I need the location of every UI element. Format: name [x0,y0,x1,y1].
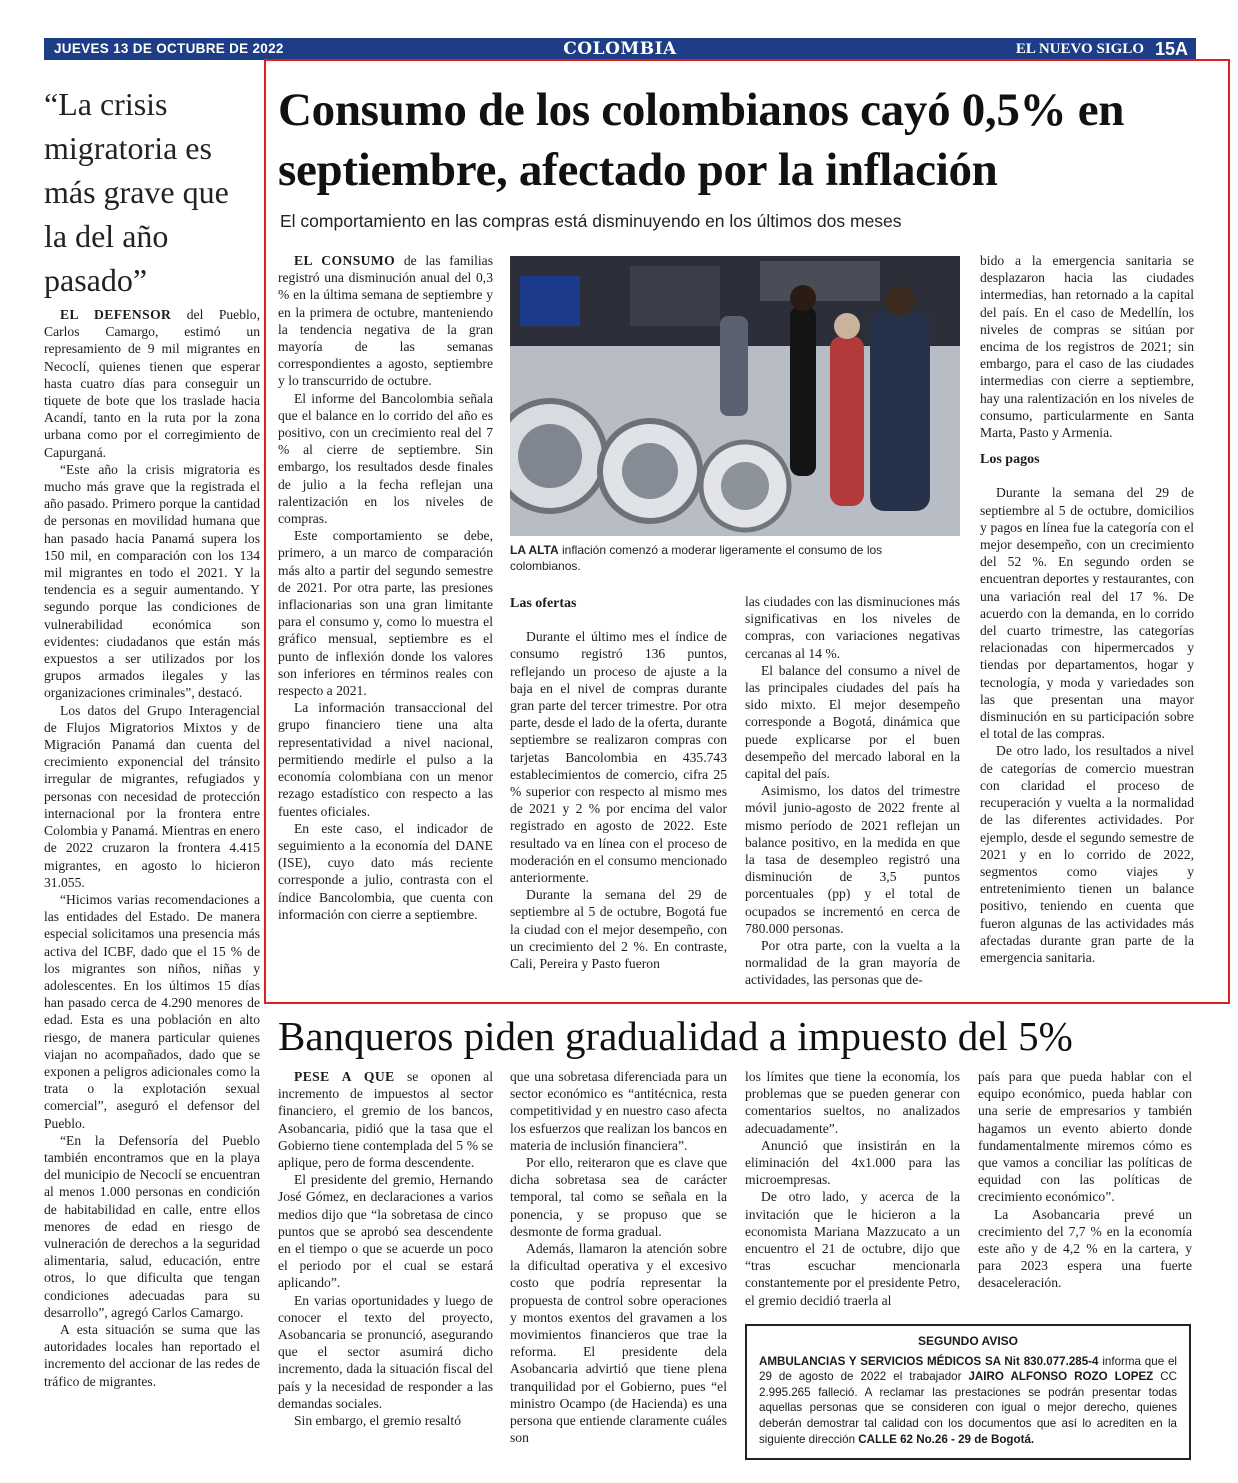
side-story-lead: EL DEFENSOR [60,307,172,322]
second-column-2 [510,1068,727,1446]
notice-body [759,1354,1177,1448]
second-story-lead: PESE A QUE [294,1069,395,1084]
paragraph: Los datos del Grupo Interagencial de Flujos Migratorios Mixtos y de Migración Panamá dan cuenta del crecimiento exponencial del tránsito irregular de migrantes, refugiados y personas con necesidad de protección internacional por la frontera entre Colombia y Panamá. Mientras en enero de 2022 cruzaron la frontera 4.415 migrantes, en agosto lo hicieron 31.055. [44,702,260,890]
paragraph: Además, llamaron la atención sobre la dificultad operativa y el excesivo costo que podría representar la propuesta de control sobre operaciones y montos exentos del gravamen a los movimientos financieros que trae la reforma. El presidente dela Asobancaria advirtió que tiene plena tranquilidad por el Gobierno, pues “el ministro Ocampo (de Hacienda) es una persona que entiende claramente cuáles son [510,1241,727,1446]
paragraph: En este caso, el indicador de seguimiento a la economía del DANE (ISE), cuyo dato más reciente corresponde a julio, contrasta con el índice Bancolombia, que cuenta con información con cierre a septiembre. [278,820,493,922]
paragraph: los límites que tiene la economía, los problemas que se pueden generar con comentarios sueltos, no analizados adecuadamente”. [745,1069,960,1136]
section-name: COLOMBIA [563,39,677,59]
subheading-pagos: Los pagos [980,452,1040,468]
notice-worker: JAIRO ALFONSO ROZO LOPEZ [968,1370,1154,1384]
main-story-lead: EL CONSUMO [294,253,396,268]
notice-address: CALLE 62 No.26 - 29 de Bogotá. [858,1432,1035,1446]
legal-notice-box [745,1324,1191,1460]
paragraph: Anunció que insistirán en la eliminación del 4x1.000 para las microempresas. [745,1137,960,1188]
notice-title: SEGUNDO AVISO [917,1334,1018,1348]
second-column-1 [278,1068,493,1429]
second-column-4 [978,1068,1192,1292]
paragraph: Durante la semana del 29 de septiembre al 5 de octubre, Bogotá fue la ciudad con el mejor desempeño, con un crecimiento del 2 %. En contraste, Cali, Pereira y Pasto fueron [510,887,727,972]
notice-text: CC 2.995.265 falleció. A reclamar las prestaciones se podrán presentar todas aquellas personas que se consideren con igual o mejor derecho, quienes deberán demostrar tal calidad con los documentos que así lo acrediten en la siguiente dirección [759,1370,1178,1446]
paragraph: En varias oportunidades y luego de conocer el texto del proyecto, Asobancaria se pronunció, asegurando que el sector asumirá dicho incremento, dada la situación fiscal del país y la necesidad de responder a las demandas sociales. [278,1292,493,1411]
page-header-bar [44,38,1196,60]
caption-text: inflación comenzó a moderar ligeramente el consumo de los colombianos. [510,543,883,573]
side-story-body [44,306,260,1390]
paragraph: Por otra parte, con la vuelta a la normalidad de la gran mayoría de actividades, las personas que de- [745,938,960,988]
paragraph: Sin embargo, el gremio resaltó [294,1413,461,1429]
paragraph: “En la Defensoría del Pueblo también encontramos que en la playa del municipio de Necoclí se encuentran al menos 1.000 personas en condición de habitabilidad en calle, entre ellos menores de edad en riesgo de vulneración de derechos a la seguridad alimentaria, salud, educación, entre otros, lo que dificulta que tengan condiciones adecuadas para su desarrollo”, agregó Carlos Camargo. [44,1132,260,1320]
paragraph: del Pueblo, Carlos Camargo, estimó un represamiento de 9 mil migrantes en Necoclí, quienes tienen que esperar hasta cuatro días para conseguir un tiquete de bote que los traslade hacia Acandí, tanto en la ruta por la zona urbana como por el corregimiento de Capurganá. [44,307,260,460]
main-column-3 [745,593,960,989]
paragraph: Asimismo, los datos del trimestre móvil junio-agosto de 2022 frente al mismo período de 2021 reflejan un balance positivo, en la medida en que la tasa de desempleo registró una disminución de 3,5 puntos porcentuales (pp) y el total de ocupados se incrementó en cerca de 780.000 personas. [745,783,960,936]
store-shoppers-photo [510,256,960,536]
notice-company: AMBULANCIAS Y SERVICIOS MÉDICOS SA Nit 830.077.285-4 [759,1354,1099,1368]
paragraph: Durante el último mes el índice de consumo registró 136 puntos, reflejando un proceso de ajuste a la baja en el nivel de compras durante gran parte del tercer trimestre. Por otra parte, desde el lado de la oferta, durante septiembre se realizaron compras con tarjetas Bancolombia en 435.743 establecimientos de comercio, cifra 25 % superior con respecto al mismo mes de 2021 y 2 % por encima del valor registrado en agosto de 2022. Este resultado va en línea con el proceso de moderación en el consumo mencionado anteriormente. [510,629,728,886]
paragraph: La Asobancaria prevé un crecimiento del 7,7 % en la economía este año y de 4,2 % en la cartera, y para 2023 espera una fuerte desaceleración. [978,1206,1192,1291]
main-column-4 [980,252,1194,966]
paragraph: Durante la semana del 29 de septiembre al 5 de octubre, domicilios y pagos en línea fue la categoría con el mejor desempeño, con un crecimiento del 52 %. En segundo orden se encuentran deportes y restaurantes, con una variación real del 17 %. De acuerdo con la demanda, en lo corrido del cuarto trimestre, las categorías relacionadas con hipermercados y tiendas por departamentos, hogar y tecnología, y moda y variedades son las que presentan una mayor disminución en su participación sobre el total de las compras. [980,485,1195,742]
paragraph: De otro lado, y acerca de la invitación que le hicieron a la economista Mariana Mazzucato a un encuentro el 21 de octubre, dijo que “tras escuchar mencionarla constantemente por el presidente Petro, el gremio decidió traerla al [745,1189,960,1308]
paragraph: bido a la emergencia sanitaria se desplazaron hacia las ciudades intermedias, han retornado a la capital del país. En el caso de Medellín, los niveles de compras se sitúan por encima de los registros de 2021; sin embargo, para el caso de las ciudades intermedias con cierre a septiembre, hay una ralentización en los niveles de consumo, particularmente en Santa Marta, Pasto y Armenia. [980,253,1194,441]
paragraph: las ciudades con las disminuciones más significativas en los niveles de compras, con variaciones negativas cercanas al 14 %. [745,594,960,661]
paragraph: de las familias registró una disminución anual del 0,3 % en la última semana de septiembre y en la primera de octubre, manteniendo la tendencia negativa de la gran mayoría de las semanas correspondientes a agosto, septiembre y lo transcurrido de octubre. [278,253,493,389]
main-column-1 [278,252,493,923]
paragraph: “Hicimos varias recomendaciones a las entidades del Estado. De manera especial solicitamos una presencia más activa del ICBF, dado que el 15 % de los migrantes son niños, niñas y adolescentes. En los últimos 15 días han pasado cerca de 4.290 menores de edad. Esta es una población en alto riesgo, de manera particular quienes viajan no acompañados, dado que se exponen a peligros adicionales como la trata o la explotación sexual comercial”, aseguró el defensor del Pueblo. [44,891,260,1131]
paragraph: La información transaccional del grupo financiero tiene una alta representatividad a nivel nacional, permitiendo medirle el pulso a la economía colombiana con un menor rezago estadístico con respecto a las fuentes oficiales. [278,700,493,819]
main-story-headline: Consumo de los colombianos cayó 0,5% en septiembre, afectado por la inflación [278,84,1125,196]
page-number: 15A [1154,39,1188,59]
main-story-subheadline: El comportamiento en las compras está disminuyendo en los últimos dos meses [280,211,902,231]
paragraph: A esta situación se suma que las autoridades locales han reportado el incremento del accionar de las redes de tráfico de migrantes. [44,1321,260,1389]
second-column-3 [745,1068,960,1309]
main-column-2 [510,593,727,972]
paragraph: país para que pueda hablar con el equipo económico, pueda hablar con una serie de empresarios y también hagamos un evento abierto donde fundamentalmente miremos cómo es que vamos a conciliar las políticas de equidad con las políticas de crecimiento económico”. [978,1069,1192,1205]
newspaper-name: EL NUEVO SIGLO [1015,41,1144,57]
paragraph: De otro lado, los resultados a nivel de categorías de comercio muestran con claridad el proceso de recuperación y vuelta a la normalidad de las diferentes actividades. Por ejemplo, desde el segundo semestre de 2021 y en lo corrido de 2022, segmentos como viajes y entretenimiento tienen un balance positivo, teniendo en cuenta que fueron algunas de las actividades más afectadas durante gran parte de la emergencia sanitaria. [980,743,1194,965]
paragraph: El presidente del gremio, Hernando José Gómez, en declaraciones a varios medios dijo que “la sobretasa de cinco puntos que se aprobó sea descendente en el tiempo o que se acuerde un poco el periodo por el cual se estará aplicando”. [278,1172,493,1291]
paragraph: El balance del consumo a nivel de las principales ciudades del país ha sido mixto. El mejor desempeño corresponde a Bogotá, dinámica que puede explicarse por el buen desempeño del mercado laboral en la capital del país. [745,662,960,782]
paragraph: se oponen al incremento de impuestos al sector financiero, el gremio de los bancos, Asobancaria, pidió que la tasa que el Gobierno tiene contemplada del 5 % se aplique, pero de forma descendente. [278,1069,493,1171]
paragraph: que una sobretasa diferenciada para un sector económico es “antitécnica, resta competitividad y en nuestro caso afecta los esfuerzos que realizan los bancos en materia de inclusión financiera”. [510,1069,727,1153]
second-story-headline: Banqueros piden gradualidad a impuesto del 5% [278,1013,1073,1059]
issue-date: JUEVES 13 DE OCTUBRE DE 2022 [54,41,284,56]
paragraph: Este comportamiento se debe, primero, a un marco de comparación más alto a partir del segundo semestre de 2021. Por otra parte, las presiones inflacionarias son una gran limitante para el consumo y, como lo muestra el gráfico mensual, septiembre es el punto de inflexión donde los valores son inferiores en términos reales con respecto a 2021. [278,528,493,699]
photo-illustration [510,256,960,536]
notice-text: informa que el 29 de agosto de 2022 el trabajador [759,1354,1177,1384]
subheading-ofertas: Las ofertas [510,596,577,611]
paragraph: El informe del Bancolombia señala que el balance en lo corrido del año es positivo, con un crecimiento real del 7 % al cierre de septiembre. Sin embargo, los resultados desde finales de julio a la fecha reflejan una ralentización en los niveles de compras. [278,390,493,527]
caption-lead: LA ALTA [510,543,559,557]
paragraph: “Este año la crisis migratoria es mucho más grave que la registrada el año pasado. Primero porque la cantidad de personas en movilidad humana que han pasado hacia Panamá supera los 150 mil, en comparación con los 134 mil migrantes en todo el 2021. Y la tendencia es a seguir aumentando. Y segundo porque las condiciones de vulnerabilidad económica son evidentes: ciudadanos que están más expuestos a ser utilizados por los grupos armados ilegales y las organizaciones criminales”, destacó. [44,461,260,701]
side-story-headline: “La crisis migratoria es más grave que la del año pasado” [44,86,229,298]
photo-caption [510,542,950,574]
paragraph: Por ello, reiteraron que es clave que dicha sobretasa sea de carácter temporal, tal como se señala en la ponencia, y se propuso que se desmonte de forma gradual. [510,1155,727,1239]
